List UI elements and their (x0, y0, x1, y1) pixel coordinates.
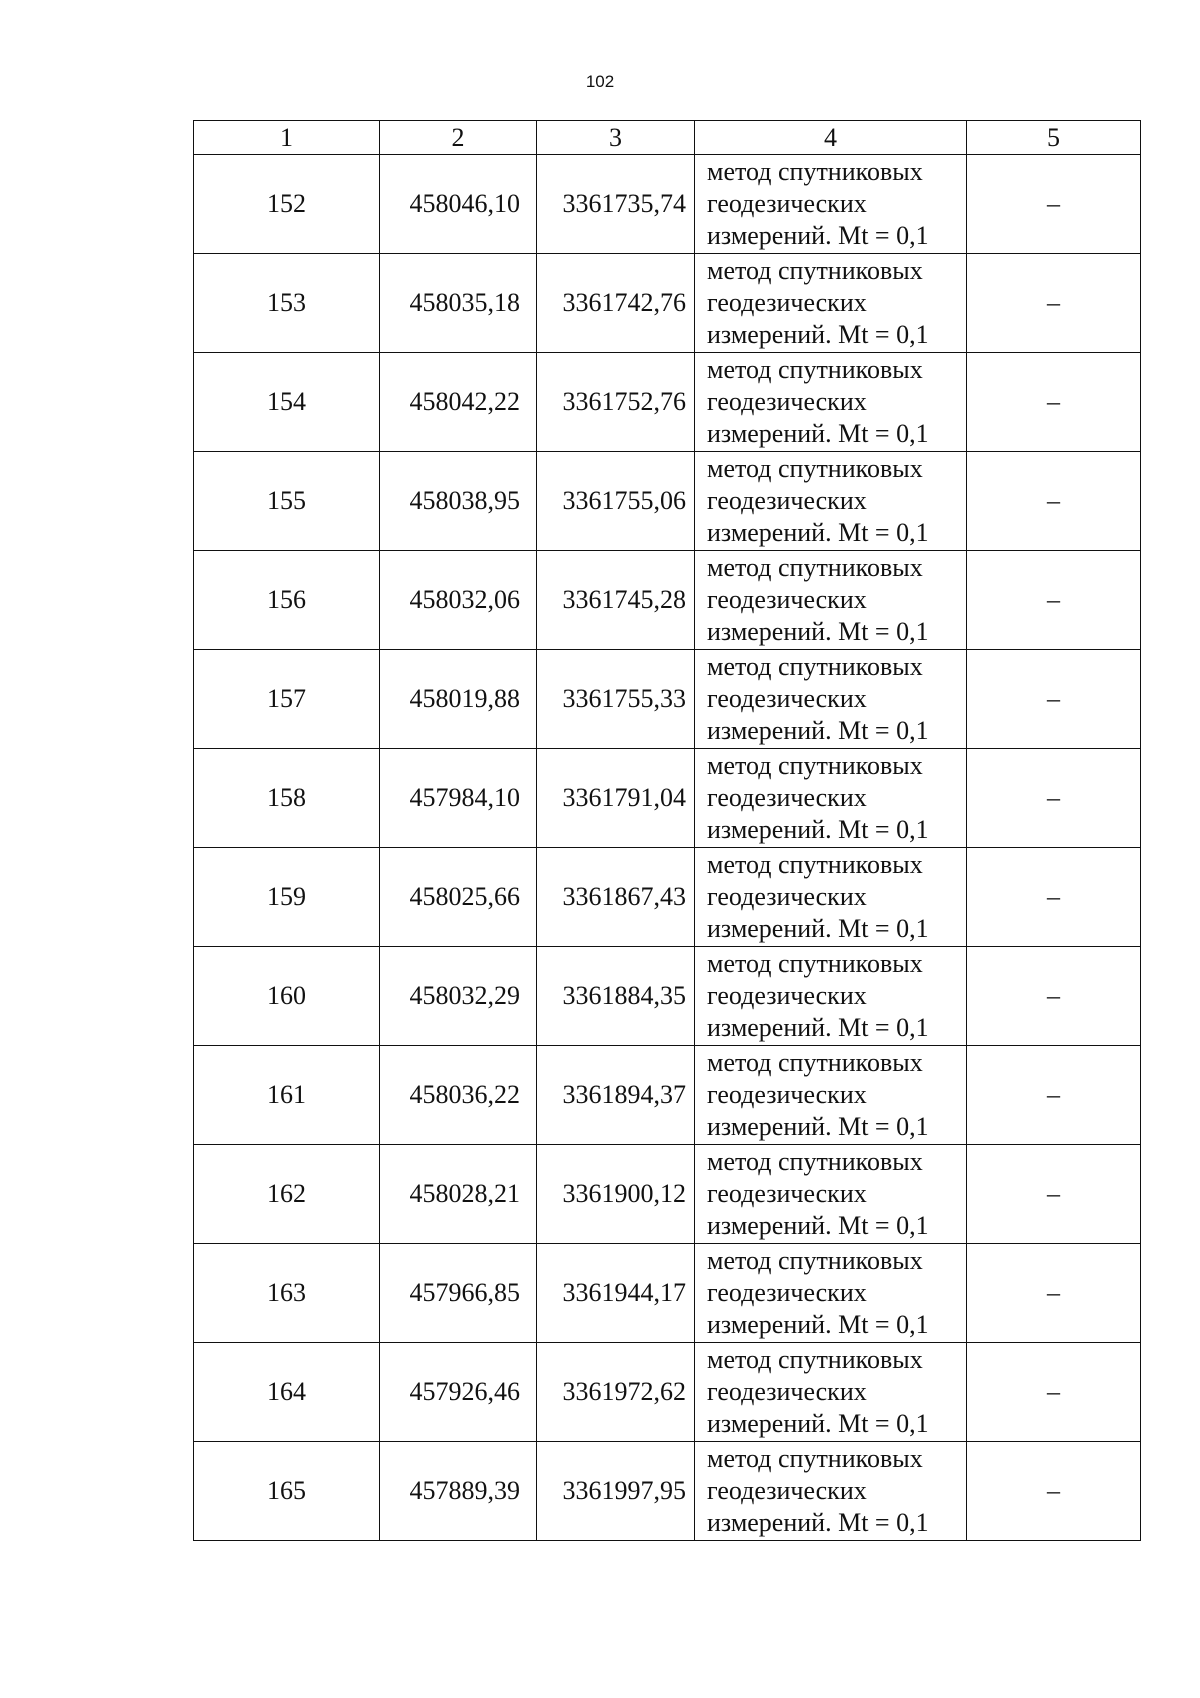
x-coordinate-cell: 458042,22 (380, 353, 537, 452)
y-coordinate-cell: 3361755,06 (537, 452, 695, 551)
y-coordinate-cell: 3361894,37 (537, 1046, 695, 1145)
table-body (194, 155, 1141, 1541)
note-cell: – (967, 551, 1141, 650)
table-row (194, 551, 1141, 650)
note-cell: – (967, 749, 1141, 848)
point-number-cell: 153 (194, 254, 380, 353)
header-col-4: 4 (695, 121, 967, 155)
y-coordinate-cell: 3361791,04 (537, 749, 695, 848)
point-number-cell: 157 (194, 650, 380, 749)
table-row (194, 650, 1141, 749)
table-row (194, 452, 1141, 551)
point-number-cell: 159 (194, 848, 380, 947)
x-coordinate-cell: 458032,06 (380, 551, 537, 650)
point-number-cell: 164 (194, 1343, 380, 1442)
note-cell: – (967, 1145, 1141, 1244)
header-row (194, 121, 1141, 155)
point-number-cell: 155 (194, 452, 380, 551)
header-col-3: 3 (537, 121, 695, 155)
y-coordinate-cell: 3361755,33 (537, 650, 695, 749)
point-number-cell: 152 (194, 155, 380, 254)
y-coordinate-cell: 3361735,74 (537, 155, 695, 254)
note-cell: – (967, 254, 1141, 353)
table-row (194, 947, 1141, 1046)
method-cell: метод спутниковых геодезических измерений. Mt = 0,1 (695, 650, 967, 749)
point-number-cell: 163 (194, 1244, 380, 1343)
coordinates-table (193, 120, 1141, 1541)
y-coordinate-cell: 3361752,76 (537, 353, 695, 452)
x-coordinate-cell: 457926,46 (380, 1343, 537, 1442)
header-col-5: 5 (967, 121, 1141, 155)
x-coordinate-cell: 458036,22 (380, 1046, 537, 1145)
table-row (194, 353, 1141, 452)
table-row (194, 155, 1141, 254)
x-coordinate-cell: 458025,66 (380, 848, 537, 947)
table-row (194, 1343, 1141, 1442)
method-cell: метод спутниковых геодезических измерений. Mt = 0,1 (695, 947, 967, 1046)
table-row (194, 1046, 1141, 1145)
note-cell: – (967, 353, 1141, 452)
y-coordinate-cell: 3361745,28 (537, 551, 695, 650)
y-coordinate-cell: 3361944,17 (537, 1244, 695, 1343)
table-row (194, 848, 1141, 947)
header-col-1: 1 (194, 121, 380, 155)
point-number-cell: 156 (194, 551, 380, 650)
x-coordinate-cell: 458028,21 (380, 1145, 537, 1244)
x-coordinate-cell: 457966,85 (380, 1244, 537, 1343)
x-coordinate-cell: 458038,95 (380, 452, 537, 551)
method-cell: метод спутниковых геодезических измерений. Mt = 0,1 (695, 254, 967, 353)
page-number: 102 (585, 72, 615, 91)
y-coordinate-cell: 3361884,35 (537, 947, 695, 1046)
x-coordinate-cell: 458019,88 (380, 650, 537, 749)
point-number-cell: 158 (194, 749, 380, 848)
note-cell: – (967, 947, 1141, 1046)
table-row (194, 254, 1141, 353)
method-cell: метод спутниковых геодезических измерений. Mt = 0,1 (695, 551, 967, 650)
method-cell: метод спутниковых геодезических измерений. Mt = 0,1 (695, 155, 967, 254)
x-coordinate-cell: 458032,29 (380, 947, 537, 1046)
method-cell: метод спутниковых геодезических измерений. Mt = 0,1 (695, 1046, 967, 1145)
note-cell: – (967, 1046, 1141, 1145)
table-row (194, 1244, 1141, 1343)
method-cell: метод спутниковых геодезических измерений. Mt = 0,1 (695, 1145, 967, 1244)
table-header (194, 121, 1141, 155)
point-number-cell: 160 (194, 947, 380, 1046)
method-cell: метод спутниковых геодезических измерений. Mt = 0,1 (695, 1442, 967, 1541)
point-number-cell: 161 (194, 1046, 380, 1145)
note-cell: – (967, 155, 1141, 254)
method-cell: метод спутниковых геодезических измерений. Mt = 0,1 (695, 749, 967, 848)
table-row (194, 1145, 1141, 1244)
table-row (194, 749, 1141, 848)
header-col-2: 2 (380, 121, 537, 155)
x-coordinate-cell: 457889,39 (380, 1442, 537, 1541)
note-cell: – (967, 452, 1141, 551)
method-cell: метод спутниковых геодезических измерений. Mt = 0,1 (695, 1244, 967, 1343)
y-coordinate-cell: 3361972,62 (537, 1343, 695, 1442)
x-coordinate-cell: 458046,10 (380, 155, 537, 254)
note-cell: – (967, 1244, 1141, 1343)
y-coordinate-cell: 3361997,95 (537, 1442, 695, 1541)
table-row (194, 1442, 1141, 1541)
x-coordinate-cell: 457984,10 (380, 749, 537, 848)
y-coordinate-cell: 3361867,43 (537, 848, 695, 947)
x-coordinate-cell: 458035,18 (380, 254, 537, 353)
y-coordinate-cell: 3361742,76 (537, 254, 695, 353)
point-number-cell: 162 (194, 1145, 380, 1244)
point-number-cell: 165 (194, 1442, 380, 1541)
method-cell: метод спутниковых геодезических измерений. Mt = 0,1 (695, 848, 967, 947)
note-cell: – (967, 1442, 1141, 1541)
note-cell: – (967, 650, 1141, 749)
method-cell: метод спутниковых геодезических измерений. Mt = 0,1 (695, 452, 967, 551)
method-cell: метод спутниковых геодезических измерений. Mt = 0,1 (695, 353, 967, 452)
y-coordinate-cell: 3361900,12 (537, 1145, 695, 1244)
method-cell: метод спутниковых геодезических измерений. Mt = 0,1 (695, 1343, 967, 1442)
note-cell: – (967, 848, 1141, 947)
point-number-cell: 154 (194, 353, 380, 452)
note-cell: – (967, 1343, 1141, 1442)
